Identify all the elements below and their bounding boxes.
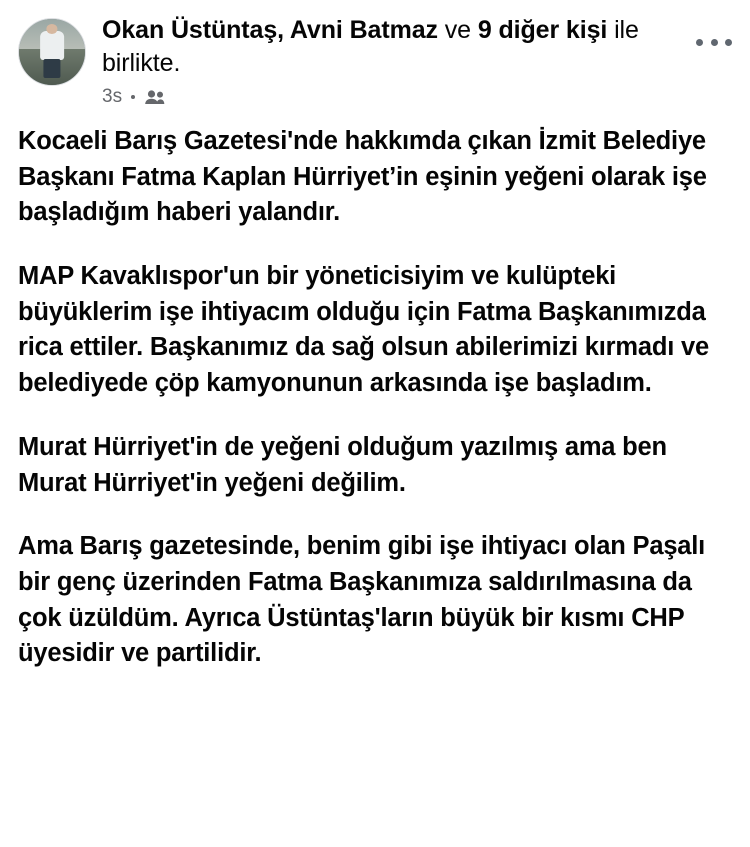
post-paragraph: Kocaeli Barış Gazetesi'nde hakkımda çıkan İzmit Belediye Başkanı Fatma Kaplan Hürriyet’in eşinin yeğeni olarak işe başladığım haberi yalandır. bbox=[18, 127, 714, 227]
more-dot-1 bbox=[696, 39, 703, 46]
author-names[interactable]: Okan Üstüntaş, Avni Batmaz bbox=[102, 16, 438, 44]
avatar[interactable] bbox=[18, 18, 86, 86]
avatar-person-legs bbox=[43, 59, 60, 79]
post-meta bbox=[102, 86, 678, 108]
avatar-person-shirt bbox=[40, 31, 64, 60]
post-paragraph: MAP Kavaklıspor'un bir yöneticisiyim ve kulüpteki büyüklerim işe ihtiyacım olduğu için Fatma Başkanımızda rica ettiler. Başkanımız da sağ olsun abilerimizi kırmadı ve belediyede çöp kamyonunun arkasında işe başladım. bbox=[18, 262, 716, 398]
post-paragraph: Murat Hürriyet'in de yeğeni olduğum yazılmış ama ben Murat Hürriyet'in yeğeni değilim. bbox=[18, 432, 674, 497]
post-header-text bbox=[102, 14, 732, 108]
post-author-line bbox=[102, 14, 678, 80]
post-timestamp[interactable]: 3s bbox=[102, 86, 123, 107]
post-message bbox=[18, 124, 732, 672]
post-header bbox=[18, 14, 732, 108]
more-options-button[interactable] bbox=[694, 28, 734, 56]
friends-icon[interactable] bbox=[144, 89, 166, 105]
author-others-count[interactable]: 9 diğer kişi bbox=[477, 16, 608, 44]
author-connector: ve bbox=[437, 16, 478, 44]
more-dot-3 bbox=[725, 39, 732, 46]
avatar-person-head bbox=[46, 24, 57, 34]
author-suffix: ile birlikte. bbox=[102, 16, 639, 77]
meta-separator-dot bbox=[131, 95, 135, 99]
more-dot-2 bbox=[711, 39, 718, 46]
post-paragraph: Ama Barış gazetesinde, benim gibi işe ihtiyacı olan Paşalı bir genç üzerinden Fatma Başkanımıza saldırılmasına da çok üzüldüm. Ayrıca Üstüntaş'ların büyük bir kısmı CHP üyesidir ve partilidir. bbox=[18, 532, 712, 668]
